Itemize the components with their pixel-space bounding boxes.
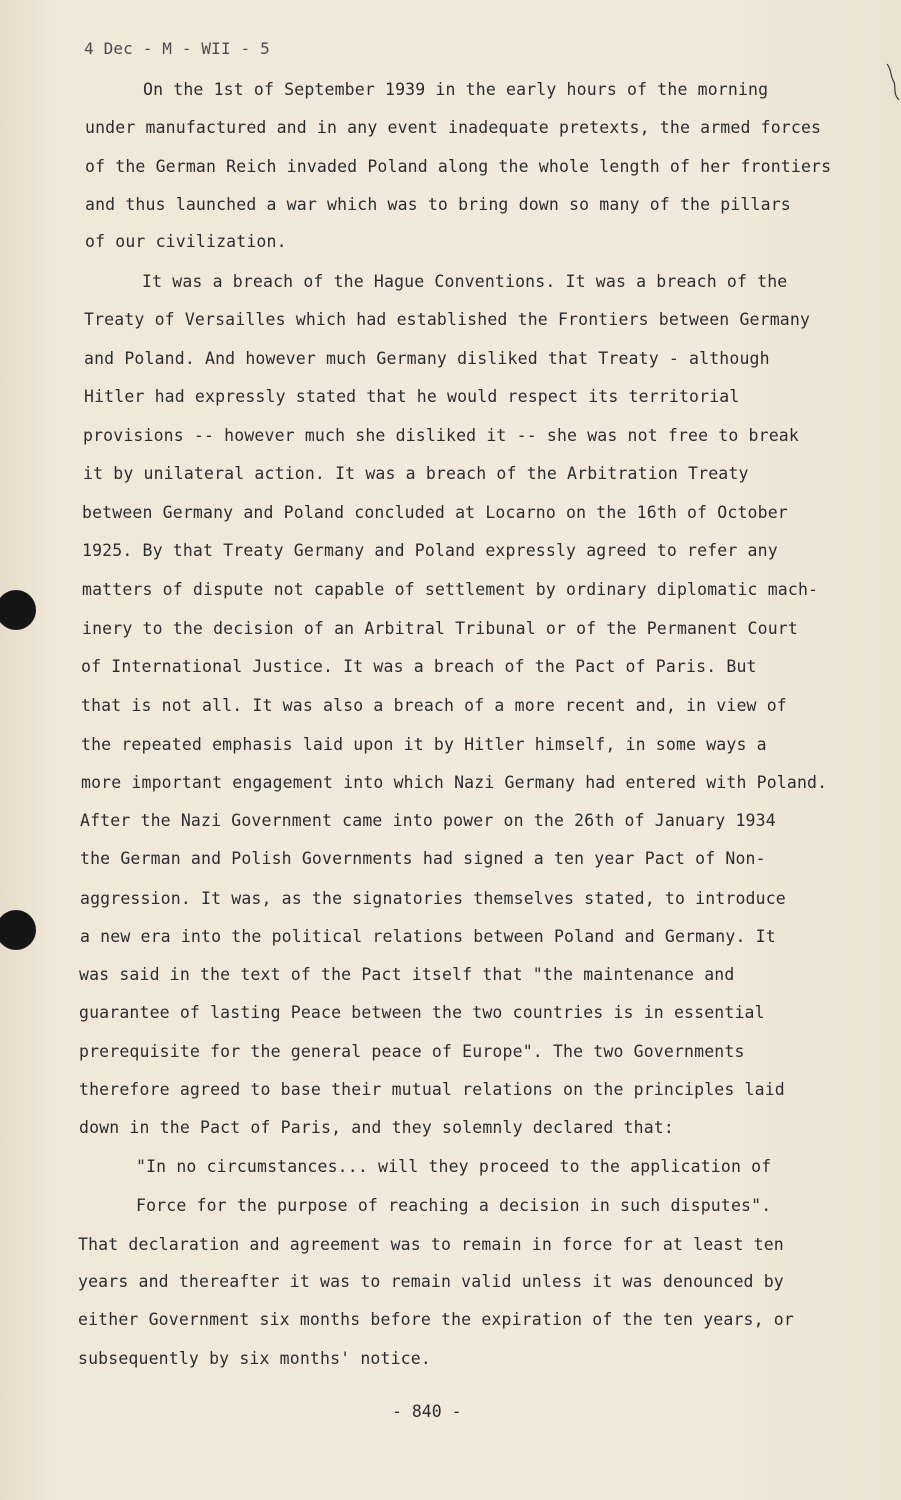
punch-hole [0,910,36,950]
text-line: a new era into the political relations between Poland and Germany. It [80,927,776,946]
quote-line: Force for the purpose of reaching a decision in such disputes". [136,1196,772,1215]
text-line: and thus launched a war which was to bring down so many of the pillars [85,195,791,214]
text-line: Treaty of Versailles which had established the Frontiers between Germany [84,310,811,329]
text-line: guarantee of lasting Peace between the two countries is in essential [79,1003,765,1022]
text-line: of our civilization. [85,232,287,251]
text-line: matters of dispute not capable of settlement by ordinary diplomatic mach- [82,580,819,599]
text-line: of International Justice. It was a breach of the Pact of Paris. But [81,657,757,676]
text-line: that is not all. It was also a breach of a more recent and, in view of [81,696,787,715]
text-line: 1925. By that Treaty Germany and Poland expressly agreed to refer any [82,541,778,560]
text-line: and Poland. And however much Germany disliked that Treaty - although [84,349,770,368]
text-line: prerequisite for the general peace of Europe". The two Governments [79,1042,745,1061]
text-line: of the German Reich invaded Poland along the whole length of her frontiers [85,157,832,176]
text-line: inery to the decision of an Arbitral Tribunal or of the Permanent Court [82,619,798,638]
text-line: subsequently by six months' notice. [78,1349,431,1368]
text-line: provisions -- however much she disliked it -- she was not free to break [83,426,799,445]
text-line: under manufactured and in any event inadequate pretexts, the armed forces [85,118,822,137]
text-line: between Germany and Poland concluded at Locarno on the 16th of October [82,503,788,522]
text-line: therefore agreed to base their mutual relations on the principles laid [79,1080,785,1099]
text-line: the repeated emphasis laid upon it by Hitler himself, in some ways a [81,735,767,754]
text-line: It was a breach of the Hague Conventions. It was a breach of the [142,272,788,291]
text-line: down in the Pact of Paris, and they solemnly declared that: [79,1118,674,1137]
text-line: years and thereafter it was to remain valid unless it was denounced by [78,1272,784,1291]
text-line: it by unilateral action. It was a breach of the Arbitration Treaty [83,464,749,483]
text-line: On the 1st of September 1939 in the early hours of the morning [143,80,769,99]
punch-hole [0,590,36,630]
text-line: Hitler had expressly stated that he would respect its territorial [84,387,740,406]
page-header: 4 Dec - M - WII - 5 [84,39,270,58]
text-line: aggression. It was, as the signatories themselves stated, to introduce [80,889,786,908]
text-line: either Government six months before the expiration of the ten years, or [78,1310,794,1329]
edge-tear-mark [884,62,901,102]
text-line: the German and Polish Governments had signed a ten year Pact of Non- [80,849,766,868]
text-line: was said in the text of the Pact itself that "the maintenance and [79,965,735,984]
quote-line: "In no circumstances... will they proceed to the application of [136,1157,772,1176]
text-line: more important engagement into which Nazi Germany had entered with Poland. [81,773,828,792]
text-line: That declaration and agreement was to remain in force for at least ten [78,1235,784,1254]
page-number: - 840 - [392,1402,462,1421]
text-line: After the Nazi Government came into power on the 26th of January 1934 [80,811,776,830]
